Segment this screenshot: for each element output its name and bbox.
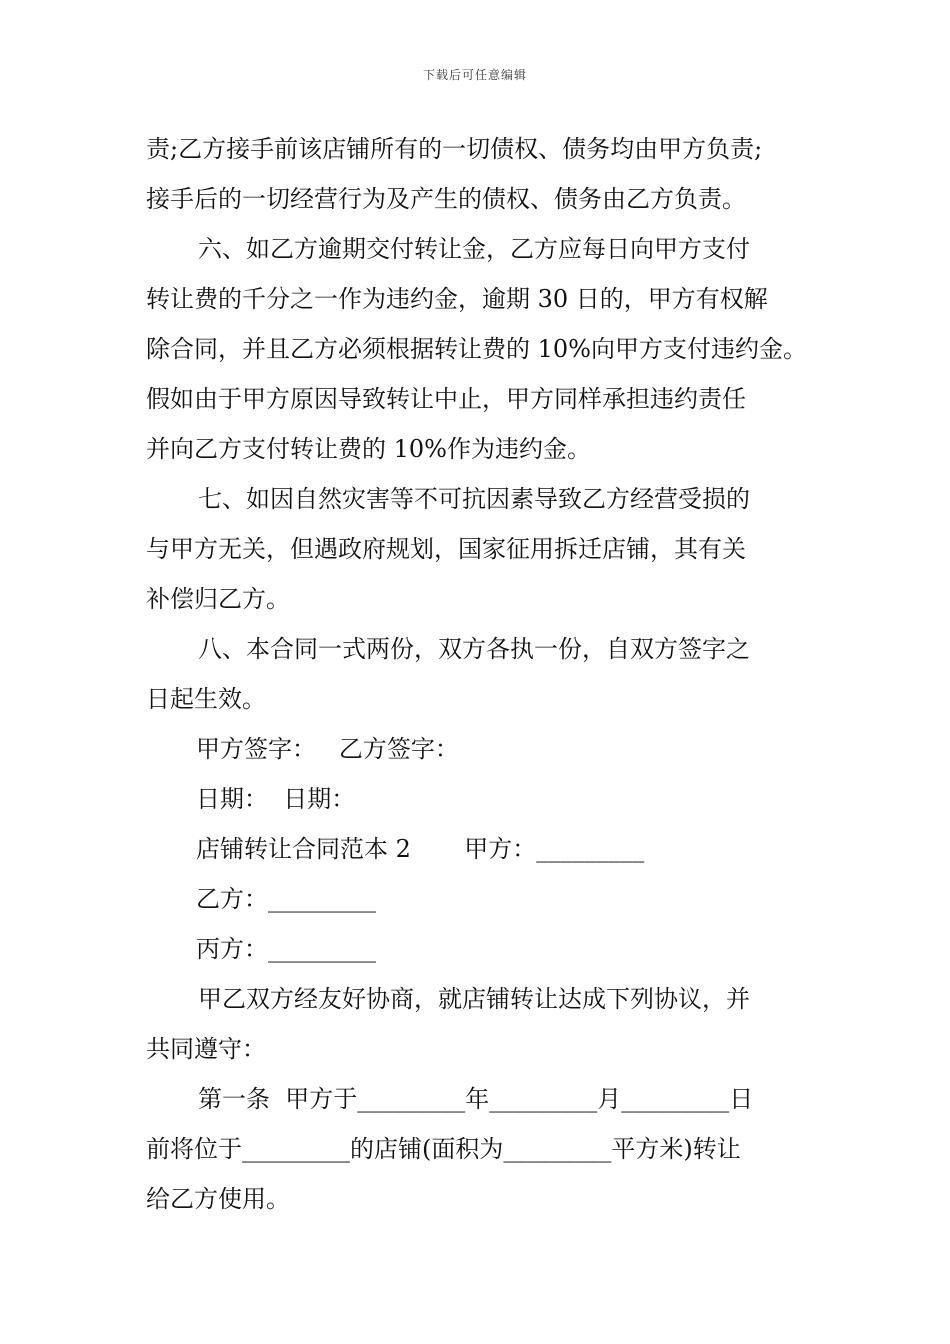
- party-c-line: 丙方：_________: [196, 935, 376, 963]
- paragraph-line: 与甲方无关，但遇政府规划，国家征用拆迁店铺，其有关: [146, 535, 746, 563]
- paragraph-line: 接手后的一切经营行为及产生的债权、债务由乙方负责。: [146, 185, 746, 213]
- paragraph-line: 共同遵守：: [146, 1035, 266, 1063]
- date-line: 日期： 日期：: [196, 785, 356, 813]
- paragraph-line: 前将位于_________的店铺(面积为_________平方米)转让: [146, 1135, 741, 1163]
- paragraph-line: 补偿归乙方。: [146, 585, 290, 613]
- signature-line: 甲方签字： 乙方签字：: [196, 735, 459, 763]
- agreement-intro-line: 甲乙双方经友好协商，就店铺转让达成下列协议，并: [198, 985, 750, 1013]
- clause-eight-line: 八、本合同一式两份，双方各执一份，自双方签字之: [198, 635, 750, 663]
- paragraph-line: 假如由于甲方原因导致转让中止，甲方同样承担违约责任: [146, 385, 746, 413]
- paragraph-line: 日起生效。: [146, 685, 266, 713]
- contract-title-line: 店铺转让合同范本 2 甲方：_________: [196, 835, 645, 863]
- paragraph-line: 除合同，并且乙方必须根据转让费的 10%向甲方支付违约金。: [146, 335, 807, 363]
- clause-seven-line: 七、如因自然灾害等不可抗因素导致乙方经营受损的: [198, 485, 750, 513]
- paragraph-line: 并向乙方支付转让费的 10%作为违约金。: [146, 435, 591, 463]
- paragraph-line: 责;乙方接手前该店铺所有的一切债权、债务均由甲方负责;: [146, 135, 763, 163]
- page-header: 下载后可任意编辑: [422, 68, 527, 82]
- article-one-line: 第一条 甲方于_________年_________月_________日: [198, 1085, 754, 1113]
- document-body: [146, 124, 816, 1224]
- party-b-line: 乙方：_________: [196, 885, 376, 913]
- paragraph-line: 转让费的千分之一作为违约金，逾期 30 日的，甲方有权解: [146, 285, 768, 313]
- paragraph-line: 给乙方使用。: [146, 1185, 290, 1213]
- clause-six-line: 六、如乙方逾期交付转让金，乙方应每日向甲方支付: [198, 235, 750, 263]
